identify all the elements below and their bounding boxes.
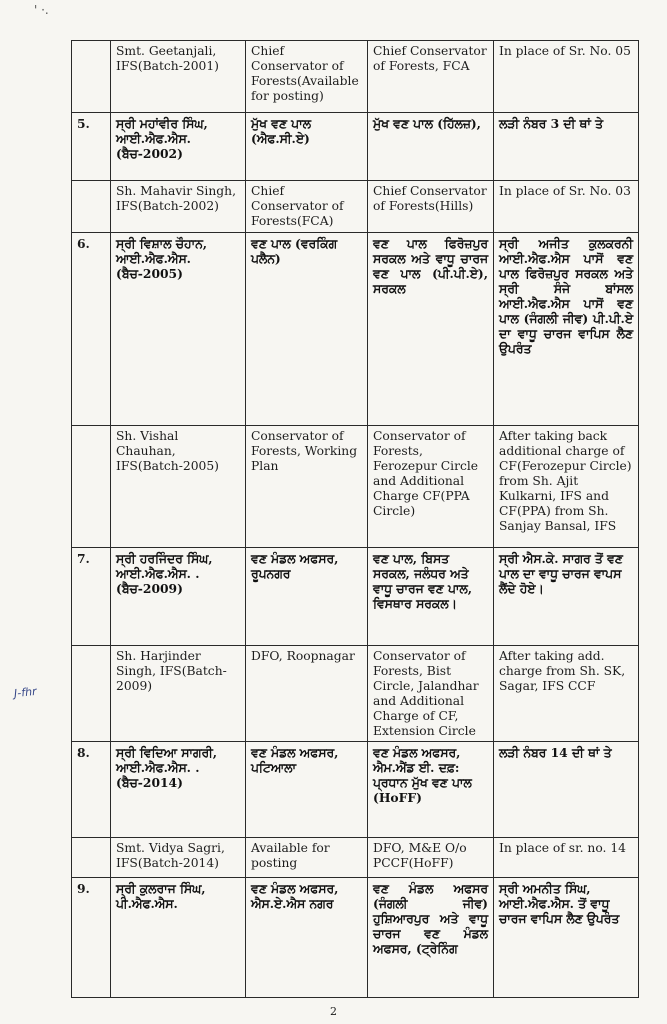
new-post: DFO, M&E O/o PCCF(HoFF) <box>368 838 494 878</box>
officer-name: Sh. Mahavir Singh, IFS(Batch-2002) <box>111 181 246 233</box>
remarks: After taking add. charge from Sh. SK, Sagar, IFS CCF <box>494 646 639 742</box>
table-row <box>72 113 639 181</box>
present-post: ਵਣ ਮੰਡਲ ਅਫਸਰ, ਐਸ.ਏ.ਐਸ ਨਗਰ <box>246 878 368 998</box>
present-post: DFO, Roopnagar <box>246 646 368 742</box>
new-post: Chief Conservator of Forests(Hills) <box>368 181 494 233</box>
new-post: Conservator of Forests, Ferozepur Circle and Additional Charge CF(PPA Circle) <box>368 426 494 548</box>
serial-number <box>72 646 111 742</box>
table-row <box>72 742 639 838</box>
present-post: Available for posting <box>246 838 368 878</box>
handwritten-initials: J-fhr <box>13 684 38 701</box>
serial-number <box>72 181 111 233</box>
new-post: ਮੁੱਖ ਵਣ ਪਾਲ (ਹਿੱਲਜ਼), <box>368 113 494 181</box>
remarks: ਲੜੀ ਨੰਬਰ 3 ਦੀ ਥਾਂ ਤੇ <box>494 113 639 181</box>
serial-number: 9. <box>72 878 111 998</box>
remarks: In place of Sr. No. 03 <box>494 181 639 233</box>
table-row <box>72 548 639 646</box>
serial-number: 5. <box>72 113 111 181</box>
new-post: ਵਣ ਮੰਡਲ ਅਫਸਰ, ਐਮ.ਐਂਡ ਈ. ਦਫ਼: ਪ੍ਰਧਾਨ ਮੁੱਖ ਵਣ ਪਾਲ (HoFF) <box>368 742 494 838</box>
corner-mark: ' ·. <box>34 3 49 17</box>
table-row <box>72 426 639 548</box>
officer-name: Smt. Geetanjali, IFS(Batch-2001) <box>111 41 246 113</box>
page-number: 2 <box>330 1005 337 1018</box>
present-post: ਮੁੱਖ ਵਣ ਪਾਲ (ਐਫ.ਸੀ.ਏ) <box>246 113 368 181</box>
new-post: ਵਣ ਪਾਲ, ਬਿਸਤ ਸਰਕਲ, ਜਲੰਧਰ ਅਤੇ ਵਾਧੂ ਚਾਰਜ ਵਣ ਪਾਲ, ਵਿਸਥਾਰ ਸਰਕਲ। <box>368 548 494 646</box>
serial-number: 7. <box>72 548 111 646</box>
serial-number <box>72 838 111 878</box>
officer-name: ਸ੍ਰੀ ਹਰਜਿੰਦਰ ਸਿੰਘ, ਆਈ.ਐਫ.ਐਸ. .(ਬੈਚ-2009) <box>111 548 246 646</box>
serial-number: 8. <box>72 742 111 838</box>
present-post: ਵਣ ਮੰਡਲ ਅਫਸਰ, ਪਟਿਆਲਾ <box>246 742 368 838</box>
remarks: ਸ੍ਰੀ ਐਸ.ਕੇ. ਸਾਗਰ ਤੋਂ ਵਣ ਪਾਲ ਦਾ ਵਾਧੂ ਚਾਰਜ ਵਾਪਸ ਲੈਂਦੇ ਹੋਏ। <box>494 548 639 646</box>
new-post: ਵਣ ਪਾਲ ਫਿਰੋਜ਼ਪੁਰ ਸਰਕਲ ਅਤੇ ਵਾਧੂ ਚਾਰਜ ਵਣ ਪਾਲ (ਪੀ.ਪੀ.ਏ), ਸਰਕਲ <box>368 233 494 426</box>
table-row <box>72 838 639 878</box>
officer-name: Smt. Vidya Sagri, IFS(Batch-2014) <box>111 838 246 878</box>
serial-number <box>72 426 111 548</box>
remarks: ਸ੍ਰੀ ਅਮਨੀਤ ਸਿੰਘ, ਆਈ.ਐਫ.ਐਸ. ਤੋਂ ਵਾਧੂ ਚਾਰਜ ਵਾਪਿਸ ਲੈਣ ਉਪਰੰਤ <box>494 878 639 998</box>
remarks: In place of sr. no. 14 <box>494 838 639 878</box>
remarks: After taking back additional charge of CF(Ferozepur Circle) from Sh. Ajit Kulkarni, IFS and CF(PPA) from Sh. Sanjay Bansal, IFS <box>494 426 639 548</box>
remarks: In place of Sr. No. 05 <box>494 41 639 113</box>
officer-name: ਸ੍ਰੀ ਵਿਦਿਆ ਸਾਗਰੀ, ਆਈ.ਐਫ.ਐਸ. .(ਬੈਚ-2014) <box>111 742 246 838</box>
officer-name: ਸ੍ਰੀ ਕੁਲਰਾਜ ਸਿੰਘ, ਪੀ.ਐਫ.ਐਸ. <box>111 878 246 998</box>
table-row <box>72 233 639 426</box>
officer-name: Sh. Harjinder Singh, IFS(Batch-2009) <box>111 646 246 742</box>
serial-number <box>72 41 111 113</box>
table-row <box>72 878 639 998</box>
present-post: Chief Conservator of Forests(FCA) <box>246 181 368 233</box>
new-post: Chief Conservator of Forests, FCA <box>368 41 494 113</box>
new-post: ਵਣ ਮੰਡਲ ਅਫਸਰ (ਜੰਗਲੀ ਜੀਵ) ਹੁਸ਼ਿਆਰਪੁਰ ਅਤੇ ਵਾਧੂ ਚਾਰਜ ਵਣ ਮੰਡਲ ਅਫਸਰ, (ਟ੍ਰੇਨਿੰਗ <box>368 878 494 998</box>
table-row <box>72 181 639 233</box>
present-post: Conservator of Forests, Working Plan <box>246 426 368 548</box>
present-post: Chief Conservator of Forests(Available for posting) <box>246 41 368 113</box>
officer-name: ਸ੍ਰੀ ਵਿਸ਼ਾਲ ਚੌਹਾਨ, ਆਈ.ਐਫ.ਐਸ.(ਬੈਚ-2005) <box>111 233 246 426</box>
present-post: ਵਣ ਪਾਲ (ਵਰਕਿੰਗ ਪਲੈਨ) <box>246 233 368 426</box>
new-post: Conservator of Forests, Bist Circle, Jalandhar and Additional Charge of CF, Extension Circle <box>368 646 494 742</box>
table-row <box>72 41 639 113</box>
remarks: ਲੜੀ ਨੰਬਰ 14 ਦੀ ਥਾਂ ਤੇ <box>494 742 639 838</box>
transfer-orders-table <box>71 40 639 998</box>
remarks: ਸ੍ਰੀ ਅਜੀਤ ਕੁਲਕਰਨੀ ਆਈ.ਐਫ.ਐਸ ਪਾਸੋਂ ਵਣ ਪਾਲ ਫਿਰੋਜ਼ਪੁਰ ਸਰਕਲ ਅਤੇ ਸ੍ਰੀ ਸੰਜੇ ਬਾਂਸਲ ਆਈ.ਐਫ.ਐਸ ਪਾਸੋਂ ਵਣ ਪਾਲ (ਜੰਗਲੀ ਜੀਵ) ਪੀ.ਪੀ.ਏ ਦਾ ਵਾਧੂ ਚਾਰਜ ਵਾਪਿਸ ਲੈਣ ਉਪਰੰਤ <box>494 233 639 426</box>
officer-name: ਸ੍ਰੀ ਮਹਾਂਵੀਰ ਸਿੰਘ, ਆਈ.ਐਫ.ਐਸ.(ਬੈਚ-2002) <box>111 113 246 181</box>
officer-name: Sh. Vishal Chauhan, IFS(Batch-2005) <box>111 426 246 548</box>
table-row <box>72 646 639 742</box>
serial-number: 6. <box>72 233 111 426</box>
present-post: ਵਣ ਮੰਡਲ ਅਫਸਰ, ਰੂਪਨਗਰ <box>246 548 368 646</box>
